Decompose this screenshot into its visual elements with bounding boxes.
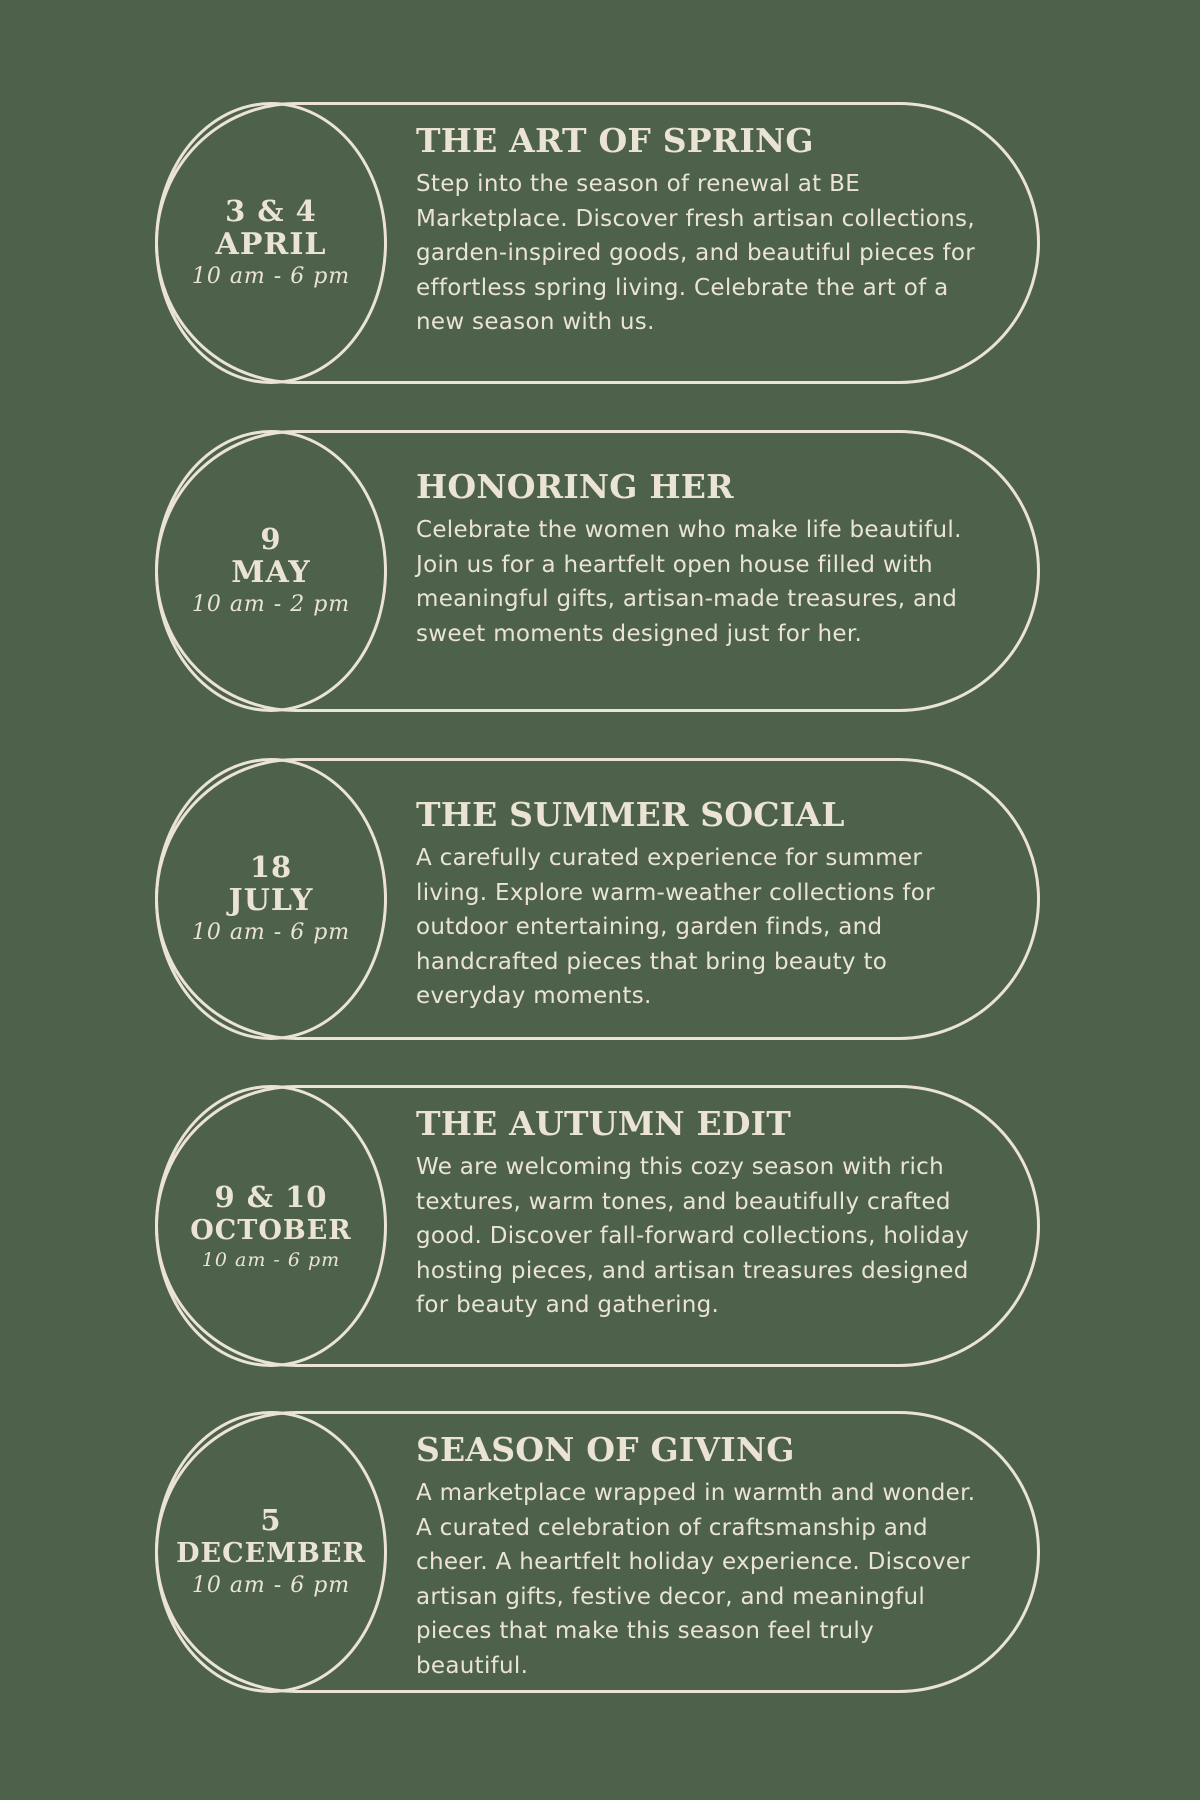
event-date-badge xyxy=(155,102,387,384)
event-description: A carefully curated experience for summer living. Explore warm-weather collections for outdoor entertaining, garden finds, and handcrafted pieces that bring beauty to everyday moments. xyxy=(416,845,935,1010)
event-card-season-of-giving xyxy=(155,1411,1040,1693)
event-description: Celebrate the women who make life beautiful. Join us for a heartfelt open house filled with meaningful gifts, artisan-made treasures, and sweet moments designed just for her. xyxy=(416,517,962,647)
event-time: 10 am - 6 pm xyxy=(191,264,351,289)
event-description: A marketplace wrapped in warmth and wonder. A curated celebration of craftsmanship and cheer. A heartfelt holiday experience. Discover artisan gifts, festive decor, and meaningful pieces that make this season feel truly beautiful. xyxy=(416,1480,976,1679)
event-date-badge xyxy=(155,1411,387,1693)
event-title: HONORING HER xyxy=(416,467,734,506)
event-date-badge xyxy=(155,430,387,712)
event-card-honoring-her xyxy=(155,430,1040,712)
event-title: THE ART OF SPRING xyxy=(416,121,814,160)
event-month: JULY xyxy=(228,883,314,918)
event-month: DECEMBER xyxy=(176,1538,366,1569)
event-month: APRIL xyxy=(215,227,327,262)
event-card-summer-social xyxy=(155,758,1040,1040)
event-time: 10 am - 2 pm xyxy=(191,592,351,617)
event-month: OCTOBER xyxy=(190,1215,352,1246)
event-content xyxy=(416,1428,976,1684)
event-date-badge xyxy=(155,1085,387,1367)
event-description: Step into the season of renewal at BE Marketplace. Discover fresh artisan collections, garden-inspired goods, and beautiful pieces for effortless spring living. Celebrate the art of a new season with us. xyxy=(416,171,976,336)
event-content xyxy=(416,793,976,1014)
event-content xyxy=(416,465,976,651)
event-time: 10 am - 6 pm xyxy=(201,1249,341,1271)
event-day: 5 xyxy=(260,1503,282,1537)
event-title: THE AUTUMN EDIT xyxy=(416,1104,792,1143)
event-day: 9 xyxy=(260,522,282,556)
event-card-autumn-edit xyxy=(155,1085,1040,1367)
event-month: MAY xyxy=(231,555,311,590)
event-description: We are welcoming this cozy season with rich textures, warm tones, and beautifully crafted good. Discover fall-forward collections, holiday hosting pieces, and artisan treasures designed for beauty and gathering. xyxy=(416,1154,970,1319)
event-time: 10 am - 6 pm xyxy=(191,920,351,945)
event-time: 10 am - 6 pm xyxy=(191,1573,351,1598)
event-date-badge xyxy=(155,758,387,1040)
event-title: SEASON OF GIVING xyxy=(416,1430,795,1469)
event-card-art-of-spring xyxy=(155,102,1040,384)
event-day: 3 & 4 xyxy=(225,194,317,228)
event-day: 18 xyxy=(249,850,293,884)
event-day: 9 & 10 xyxy=(214,1180,328,1214)
event-title: THE SUMMER SOCIAL xyxy=(416,795,845,834)
event-content xyxy=(416,1102,976,1323)
event-content xyxy=(416,119,976,340)
